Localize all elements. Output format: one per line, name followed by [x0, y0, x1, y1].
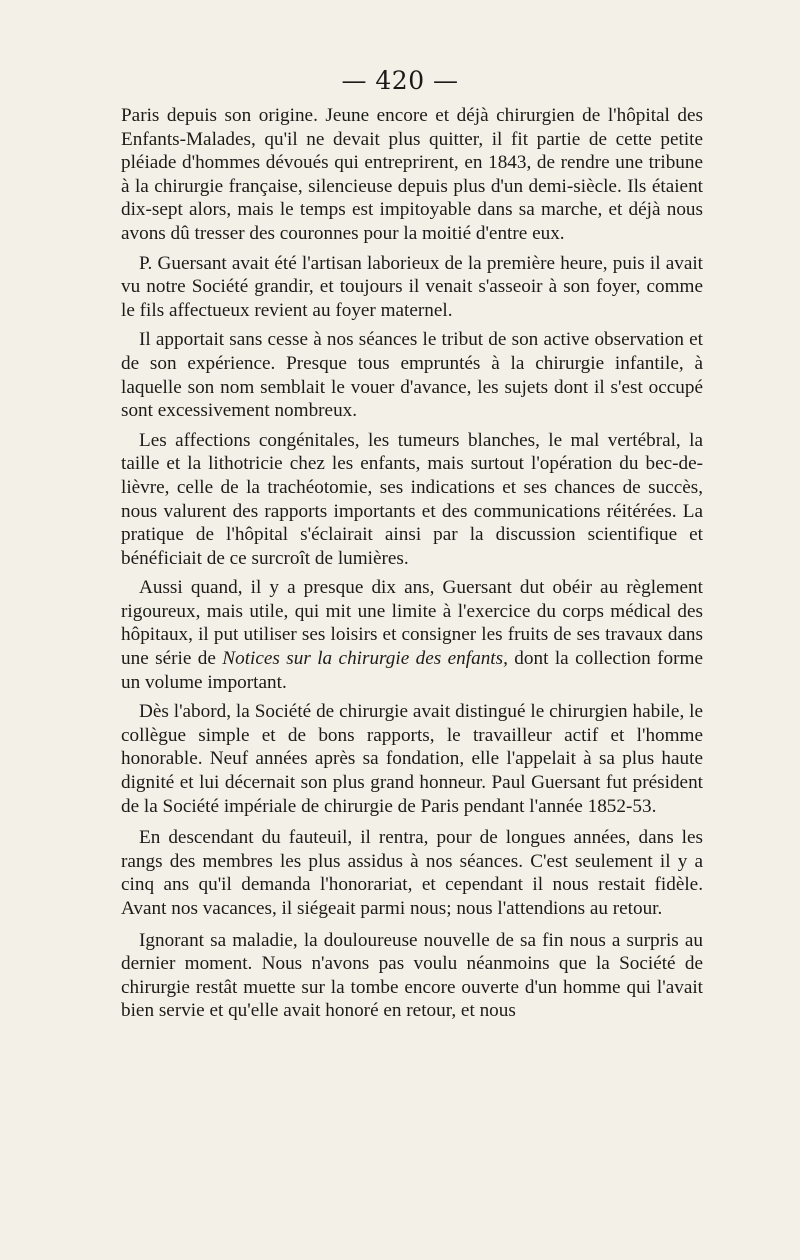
paragraph-5: [121, 576, 703, 694]
paragraph-4: Les affections congénitales, les tumeurs blanches, le mal vertébral, la taille et la lithotricie chez les enfants, mais surtout l'opération du bec-de-lièvre, celle de la trachéotomie, ses indications et ses chances de succès, nous valurent des rapports importants et des communications réitérées. La pratique de l'hôpital s'éclairait ainsi par la discussion scientifique et bénéficiait de ce surcroît de lumières.: [121, 429, 703, 569]
body-text: [121, 104, 703, 1023]
paragraph-2: P. Guersant avait été l'artisan laborieux de la première heure, puis il avait vu notre Société grandir, et toujours il venait s'asseoir à son foyer, comme le fils affectueux revient au foyer maternel.: [121, 252, 703, 321]
page-number: — 420 —: [341, 66, 459, 95]
book-title-italic: Notices sur la chirurgie des enfants,: [222, 648, 508, 670]
paragraph-5-text-before: Aussi quand, il y a presque dix ans, Guersant dut obéir au règlement rigoureux, mais utile, qui mit une limite à l'exercice du corps médical des hôpitaux, il put utiliser ses loisirs et consigner les fruits de ses travaux dans une série de: [121, 577, 703, 670]
paragraph-3: Il apportait sans cesse à nos séances le tribut de son active observation et de son expérience. Presque tous empruntés à la chirurgie infantile, à laquelle son nom semblait le vouer d'avance, les sujets dont il s'est occupé sont excessivement nombreux.: [121, 329, 703, 422]
paragraph-1: Paris depuis son origine. Jeune encore et déjà chirurgien de l'hôpital des Enfants-Malades, qu'il ne devait plus quitter, il fit partie de cette petite pléiade d'hommes dévoués qui entreprirent, en 1843, de rendre une tribune à la chirurgie française, silencieuse depuis plus d'un demi-siècle. Ils étaient dix-sept alors, mais le temps est impitoyable dans sa marche, et déjà nous avons dû tresser des couronnes pour la moitié d'entre eux.: [121, 105, 703, 244]
paragraph-6: Dès l'abord, la Société de chirurgie avait distingué le chirurgien habile, le collègue simple et de bons rapports, le travailleur actif et l'homme honorable. Neuf années après sa fondation, elle l'appelait à sa plus haute dignité et lui décernait son plus grand honneur. Paul Guersant fut président de la Société impériale de chirurgie de Paris pendant l'année 1852-53.: [121, 701, 703, 817]
paragraph-5-text-after: dont la collection forme un volume important.: [121, 648, 703, 693]
paragraph-7: En descendant du fauteuil, il rentra, pour de longues années, dans les rangs des membres les plus assidus à nos séances. C'est seulement il y a cinq ans qu'il demanda l'honorariat, et cependant il nous restait fidèle. Avant nos vacances, il siégeait parmi nous; nous l'attendions au retour.: [121, 827, 703, 919]
paragraph-8: Ignorant sa maladie, la douloureuse nouvelle de sa fin nous a surpris au dernier moment. Nous n'avons pas voulu néanmoins que la Société de chirurgie restât muette sur la tombe encore ouverte d'un homme qui l'avait bien servie et qu'elle avait honoré en retour, et nous: [121, 929, 703, 1022]
